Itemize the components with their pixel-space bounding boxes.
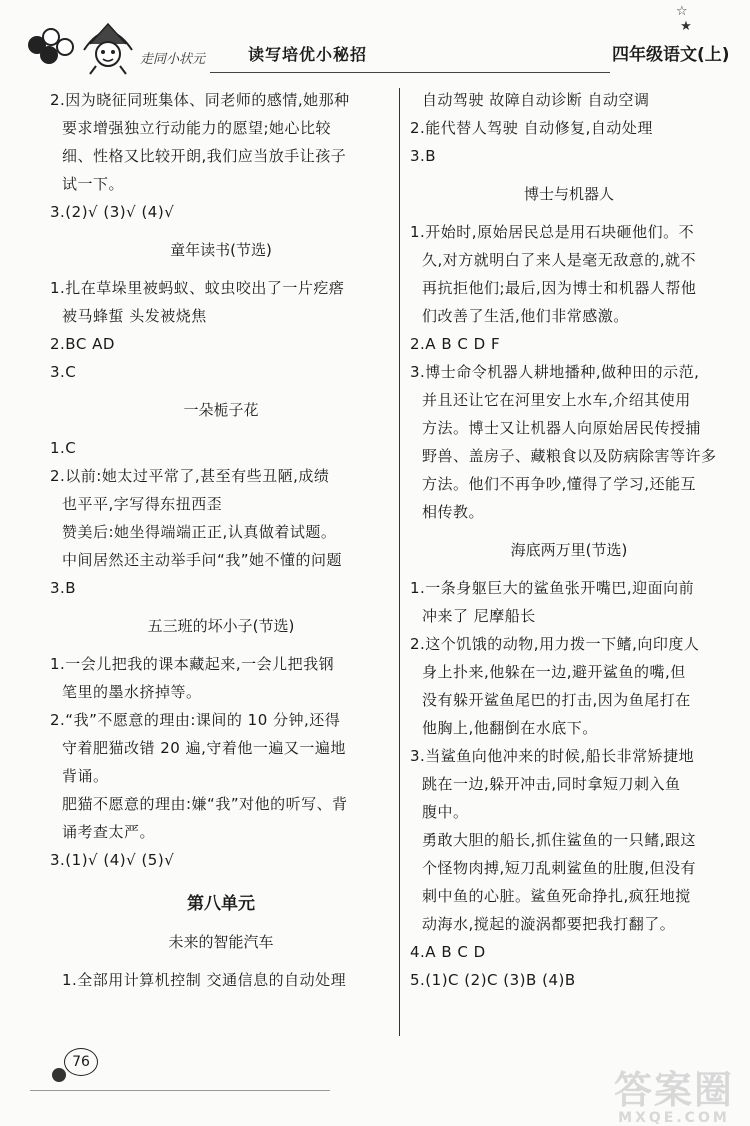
- answer-line: 2.A B C D F: [410, 335, 501, 353]
- page-number: 76: [64, 1048, 98, 1076]
- header-divider: [210, 72, 610, 73]
- answer-line: 刺中鱼的心脏。鲨鱼死命挣扎,疯狂地搅: [422, 887, 691, 905]
- answer-line: 背诵。: [62, 767, 109, 785]
- section-heading: 童年读书(节选): [170, 241, 272, 259]
- answer-line: 试一下。: [62, 175, 125, 193]
- answer-line: 1.开始时,原始居民总是用石块砸他们。不: [410, 223, 695, 241]
- section-heading: 海底两万里(节选): [510, 541, 628, 559]
- answer-line: 个怪物肉搏,短刀乱刺鲨鱼的肚腹,但没有: [422, 859, 697, 877]
- answer-line: 诵考查太严。: [62, 823, 156, 841]
- answer-line: 野兽、盖房子、藏粮食以及防病除害等许多: [422, 447, 717, 465]
- answer-line: 自动驾驶 故障自动诊断 自动空调: [422, 91, 650, 109]
- answer-line: 也平平,字写得东扭西歪: [62, 495, 223, 513]
- answer-line: 中间居然还主动举手问“我”她不懂的问题: [62, 551, 343, 569]
- answer-line: 勇敢大胆的船长,抓住鲨鱼的一只鳍,跟这: [422, 831, 697, 849]
- logo-dot: [56, 38, 74, 56]
- mascot-icon: [76, 20, 140, 76]
- answer-line: 3.(1)√ (4)√ (5)√: [50, 851, 175, 869]
- answer-line: 身上扑来,他躲在一边,避开鲨鱼的嘴,但: [422, 663, 686, 681]
- answer-line: 并且还让它在河里安上水车,介绍其使用: [422, 391, 691, 409]
- answer-line: 3.B: [50, 579, 77, 597]
- answer-line: 1.一条身躯巨大的鲨鱼张开嘴巴,迎面向前: [410, 579, 695, 597]
- answer-line: 再抗拒他们;最后,因为博士和机器人帮他: [422, 279, 697, 297]
- answer-line: 肥猫不愿意的理由:嫌“我”对他的听写、背: [62, 795, 348, 813]
- watermark-main: 答案圈: [613, 1068, 734, 1112]
- answer-line: 跳在一边,躲开冲击,同时拿短刀刺入鱼: [422, 775, 681, 793]
- answer-line: 细、性格又比较开朗,我们应当放手让孩子: [62, 147, 347, 165]
- stars-icon: ☆ ★: [676, 4, 692, 34]
- answer-line: 3.B: [410, 147, 437, 165]
- answer-line: 相传教。: [422, 503, 485, 521]
- answer-line: 赞美后:她坐得端端正正,认真做着试题。: [62, 523, 337, 541]
- answer-line: 被马蜂蜇 头发被烧焦: [62, 307, 207, 325]
- section-heading: 博士与机器人: [523, 185, 614, 203]
- series-title: 读写培优小秘招: [248, 45, 368, 64]
- answer-line: 笔里的墨水挤掉等。: [62, 683, 202, 701]
- answer-line: 动海水,搅起的漩涡都要把我打翻了。: [422, 915, 676, 933]
- section-heading: 一朵栀子花: [183, 401, 259, 419]
- grade-title: 四年级语文(上): [612, 45, 730, 65]
- answer-line: 2.以前:她太过平常了,甚至有些丑陋,成绩: [50, 467, 330, 485]
- answer-line: 1.一会儿把我的课本藏起来,一会儿把我钢: [50, 655, 335, 673]
- answer-line: 要求增强独立行动能力的愿望;她心比较: [62, 119, 332, 137]
- page-header: [0, 0, 750, 80]
- answer-line: 3.博士命令机器人耕地播种,做种田的示范,: [410, 363, 700, 381]
- page-number-decoration: [52, 1068, 66, 1082]
- right-column: [410, 86, 728, 994]
- answer-line: 守着肥猫改错 20 遍,守着他一遍又一遍地: [62, 739, 346, 757]
- answer-line: 没有躲开鲨鱼尾巴的打击,因为鱼尾打在: [422, 691, 691, 709]
- answer-line: 他胸上,他翻倒在水底下。: [422, 719, 598, 737]
- answer-line: 2.这个饥饿的动物,用力拨一下鳍,向印度人: [410, 635, 700, 653]
- answer-line: 1.扎在草垛里被蚂蚁、蚊虫咬出了一片疙瘩: [50, 279, 345, 297]
- answer-line: 方法。博士又让机器人向原始居民传授捕: [422, 419, 702, 437]
- series-handwriting: 走同小状元: [140, 52, 206, 67]
- footer-divider: [30, 1090, 330, 1091]
- answer-line: 2.“我”不愿意的理由:课间的 10 分钟,还得: [50, 711, 341, 729]
- section-heading: 五三班的坏小子(节选): [147, 617, 295, 635]
- column-divider: [399, 88, 400, 1036]
- answer-line: 2.BC AD: [50, 335, 115, 353]
- answer-line: 2.因为晓征同班集体、同老师的感情,她那种: [50, 91, 350, 109]
- answer-line: 久,对方就明白了来人是毫无敌意的,就不: [422, 251, 697, 269]
- answer-line: 方法。他们不再争吵,懂得了学习,还能互: [422, 475, 697, 493]
- answer-line: 2.能代替人驾驶 自动修复,自动处理: [410, 119, 653, 137]
- unit-title: 第八单元: [187, 894, 255, 914]
- left-column: [50, 86, 392, 994]
- answer-line: 4.A B C D: [410, 943, 486, 961]
- answer-line: 们改善了生活,他们非常感激。: [422, 307, 629, 325]
- answer-line: 5.(1)C (2)C (3)B (4)B: [410, 971, 576, 989]
- watermark: [614, 1070, 734, 1126]
- answer-line: 3.C: [50, 363, 77, 381]
- watermark-url: MXQE.COM: [618, 1110, 730, 1126]
- answer-line: 腹中。: [422, 803, 469, 821]
- answer-line: 3.(2)√ (3)√ (4)√: [50, 203, 175, 221]
- answer-line: 冲来了 尼摩船长: [422, 607, 536, 625]
- answer-line: 1.C: [50, 439, 77, 457]
- answer-line: 1.全部用计算机控制 交通信息的自动处理: [62, 971, 347, 989]
- answer-line: 3.当鲨鱼向他冲来的时候,船长非常矫捷地: [410, 747, 695, 765]
- section-heading: 未来的智能汽车: [168, 933, 274, 951]
